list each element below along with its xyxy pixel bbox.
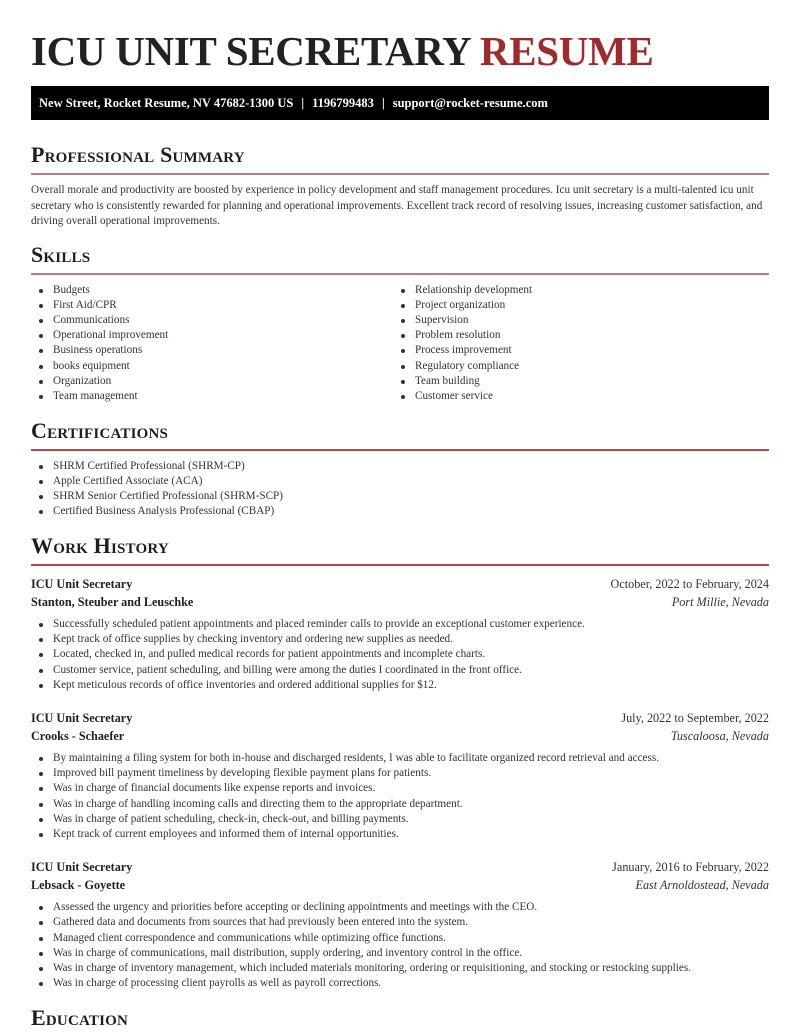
contact-phone[interactable]: 1196799483 <box>312 95 374 110</box>
job-duty: Was in charge of processing client payrolls as well as payroll corrections. <box>31 976 769 991</box>
contact-bar <box>31 86 769 120</box>
job-location: Port Millie, Nevada <box>671 594 769 609</box>
job-duty: Kept track of current employees and informed them of internal opportunities. <box>31 827 769 842</box>
job-dates: October, 2022 to February, 2024 <box>610 576 769 591</box>
skill-item: Customer service <box>393 389 769 404</box>
job-header-row <box>31 858 769 876</box>
job-duty: Located, checked in, and pulled medical records for patient appointments and incomplete charts. <box>31 647 769 662</box>
job-company: Lebsack - Goyette <box>31 878 126 893</box>
job-header-row <box>31 709 769 727</box>
skill-item: Relationship development <box>393 283 769 298</box>
section-divider <box>31 173 769 175</box>
section-divider <box>31 449 769 451</box>
job-duty: Gathered data and documents from sources that had previously been entered into the system. <box>31 915 769 930</box>
skill-item: Budgets <box>31 283 393 298</box>
certifications-list <box>31 459 769 520</box>
section-work-history <box>31 533 769 991</box>
skill-item: Project organization <box>393 298 769 313</box>
section-divider <box>31 564 769 566</box>
job-duty: Improved bill payment timeliness by developing flexible payment plans for patients. <box>31 766 769 781</box>
job-entry <box>31 858 769 991</box>
contact-address: New Street, Rocket Resume, NV 47682-1300 US <box>39 95 294 110</box>
skill-item: Problem resolution <box>393 328 769 343</box>
job-duty: Kept meticulous records of office inventories and ordered additional supplies for $12. <box>31 678 769 693</box>
job-duty: Customer service, patient scheduling, and billing were among the duties I coordinated in the front office. <box>31 663 769 678</box>
skill-item: books equipment <box>31 359 393 374</box>
job-duty: Managed client correspondence and communications while optimizing office functions. <box>31 931 769 946</box>
job-duty: Successfully scheduled patient appointments and placed reminder calls to provide an exceptional customer experience. <box>31 617 769 632</box>
job-duty: By maintaining a filing system for both in-house and discharged residents, I was able to facilitate organized record retrieval and access. <box>31 751 769 766</box>
job-duty: Assessed the urgency and priorities before accepting or declining appointments and meetings with the CEO. <box>31 900 769 915</box>
skill-item: Team management <box>31 389 393 404</box>
skill-item: Business operations <box>31 343 393 358</box>
resume-title <box>31 28 769 74</box>
job-company-row <box>31 876 769 894</box>
skill-item: Organization <box>31 374 393 389</box>
job-duty: Kept track of office supplies by checking inventory and ordering new supplies as needed. <box>31 632 769 647</box>
job-company: Stanton, Steuber and Leuschke <box>31 594 194 609</box>
contact-separator: | <box>381 95 385 110</box>
job-entry <box>31 575 769 693</box>
resume-page <box>0 28 800 1035</box>
job-title: ICU Unit Secretary <box>31 576 133 591</box>
job-duties-list <box>31 900 769 991</box>
job-company-row <box>31 593 769 611</box>
job-company-row <box>31 727 769 745</box>
section-heading: Professional Summary <box>31 142 245 167</box>
skill-item: Communications <box>31 313 393 328</box>
skill-item: Operational improvement <box>31 328 393 343</box>
certification-item: SHRM Senior Certified Professional (SHRM-SCP) <box>31 489 769 504</box>
section-heading: Skills <box>31 241 91 267</box>
skills-list-right <box>393 283 769 405</box>
contact-separator: | <box>301 95 305 110</box>
contact-email[interactable]: support@rocket-resume.com <box>392 95 548 110</box>
job-duty: Was in charge of communications, mail distribution, supply ordering, and inventory control in the office. <box>31 946 769 961</box>
job-dates: July, 2022 to September, 2022 <box>621 710 769 725</box>
section-heading: Certifications <box>31 418 169 444</box>
section-education <box>31 1005 769 1035</box>
job-title: ICU Unit Secretary <box>31 710 133 725</box>
job-duty: Was in charge of handling incoming calls and directing them to the appropriate department. <box>31 797 769 812</box>
job-entry <box>31 709 769 842</box>
section-divider <box>31 273 769 275</box>
job-location: Tuscaloosa, Nevada <box>670 728 769 743</box>
certification-item: SHRM Certified Professional (SHRM-CP) <box>31 459 769 474</box>
section-skills <box>31 242 769 405</box>
section-certifications <box>31 418 769 519</box>
certification-item: Certified Business Analysis Professional (CBAP) <box>31 504 769 519</box>
skills-list-left <box>31 283 393 405</box>
skills-grid <box>31 283 769 405</box>
job-duties-list <box>31 617 769 693</box>
skill-item: Supervision <box>393 313 769 328</box>
job-duty: Was in charge of inventory management, which included materials monitoring, ordering or requisitioning, and stocking or restocking supplies. <box>31 961 769 976</box>
job-duties-list <box>31 751 769 842</box>
section-heading: Work History <box>31 533 169 559</box>
job-dates: January, 2016 to February, 2022 <box>612 860 769 875</box>
skill-item: Process improvement <box>393 343 769 358</box>
title-main: ICU UNIT SECRETARY <box>31 28 470 74</box>
summary-text: Overall morale and productivity are boosted by experience in policy development and staff management procedures. Icu unit secretary is a multi-talented icu unit secretary who is consistently rewarded for planning and operational improvements. Excellent track record of resolving issues, increasing customer satisfaction, and driving overall operational improvements. <box>31 184 763 227</box>
title-accent: RESUME <box>479 28 654 74</box>
job-location: East Arnoldostead, Nevada <box>635 878 769 893</box>
section-professional-summary <box>31 142 769 230</box>
section-heading: Education <box>31 1005 129 1031</box>
skill-item: Team building <box>393 374 769 389</box>
job-header-row <box>31 575 769 593</box>
job-duty: Was in charge of patient scheduling, check-in, check-out, and billing payments. <box>31 812 769 827</box>
skill-item: First Aid/CPR <box>31 298 393 313</box>
certification-item: Apple Certified Associate (ACA) <box>31 474 769 489</box>
job-company: Crooks - Schaefer <box>31 728 125 743</box>
job-duty: Was in charge of financial documents like expense reports and invoices. <box>31 781 769 796</box>
job-title: ICU Unit Secretary <box>31 860 133 875</box>
skill-item: Regulatory compliance <box>393 359 769 374</box>
